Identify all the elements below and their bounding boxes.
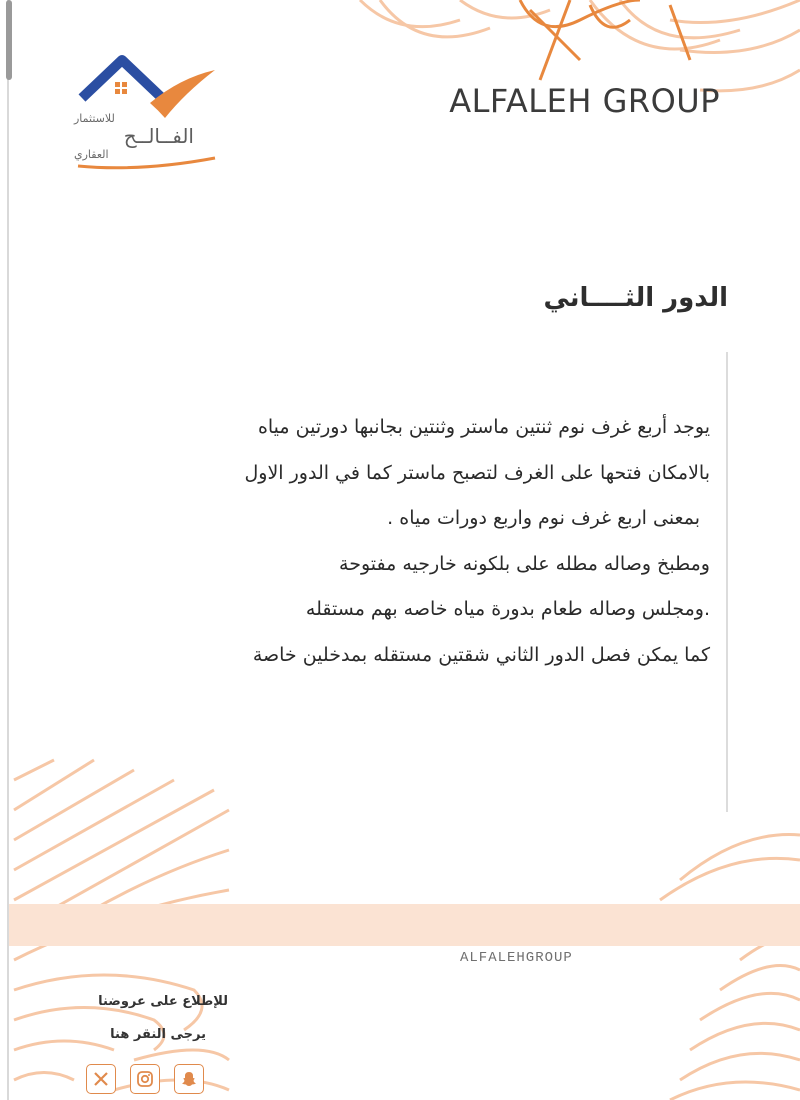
content-divider — [726, 352, 728, 812]
decorative-arcs-bottom-right — [600, 820, 800, 1100]
description-line: كما يمكن فصل الدور الثاني شقتين مستقله بمدخلين خاصة — [252, 643, 710, 666]
x-icon[interactable] — [86, 1064, 116, 1094]
description-text — [40, 405, 710, 678]
description-line: يوجد أربع غرف نوم ثنتين ماستر وثنتين بجانبها دورتين مياه — [257, 416, 710, 438]
logo-name: الفــالــح — [123, 124, 194, 148]
logo-subtitle-top: للاستثمار — [74, 112, 115, 125]
scrollbar-thumb[interactable] — [6, 0, 12, 80]
description-line: بمعنى اربع غرف نوم واربع دورات مياه . — [387, 507, 700, 529]
instagram-icon[interactable] — [130, 1064, 160, 1094]
footer-band — [9, 904, 800, 946]
offers-cta-line1[interactable]: للإطلاع على عروضنا — [98, 994, 228, 1009]
description-line: ومطبخ وصاله مطله على بلكونه خارجيه مفتوحة — [339, 552, 710, 575]
logo-subtitle-bottom: العقاري — [74, 148, 109, 161]
snapchat-icon[interactable] — [174, 1064, 204, 1094]
description-line: بالامكان فتحها على الغرف لتصبح ماستر كما في الدور الاول — [244, 461, 710, 484]
brand-title: ALFALEH GROUP — [449, 82, 720, 120]
description-line: .ومجلس وصاله طعام بدورة مياه خاصه بهم مستقله — [305, 598, 710, 620]
footer-brand: ALFALEHGROUP — [460, 950, 573, 966]
offers-cta-line2[interactable]: يرجى النقر هنا — [110, 1027, 206, 1042]
floor-title: الدور الثــــاني — [543, 283, 728, 313]
